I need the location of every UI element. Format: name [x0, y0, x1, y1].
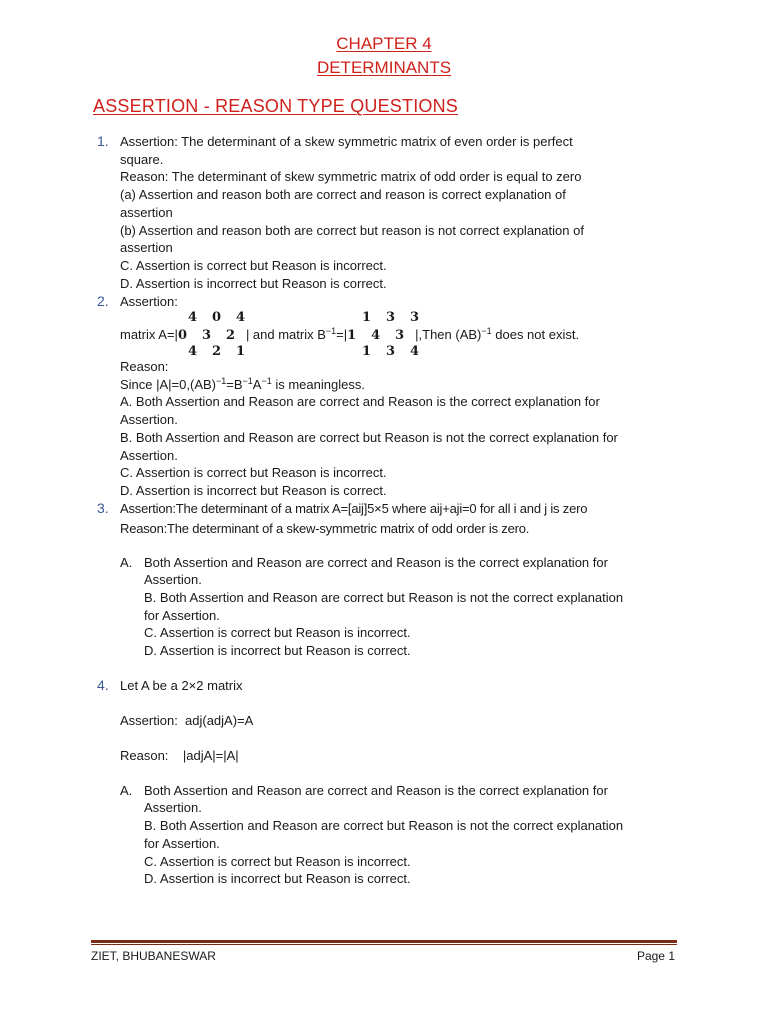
- q2-matrix-statement: matrix A=|0 3 2 | and matrix $B^{-1}=|1$ 4 3 |,Then (AB)$^{-1}$ does not exist.: [120, 326, 580, 343]
- q1-option-c: C. Assertion is correct but Reason is incorrect.: [120, 258, 387, 273]
- q2-assertion-label: Assertion:: [120, 294, 178, 309]
- chapter-title: DETERMINANTS: [316, 58, 452, 77]
- q3-assertion: Assertion:The determinant of a matrix A=[aij]5×5 where aij+aji=0 for all i and j is zero: [120, 501, 588, 516]
- q2-option-a-line2: Assertion.: [120, 412, 178, 427]
- q2-reason-text: Since $|A|=0,(AB)^{-1}=B^{-1}A^{-1}$ is meaningless.: [120, 376, 365, 392]
- matrix-b-row2: 1 4 3: [347, 328, 405, 343]
- q2-reason-label: Reason:: [120, 359, 169, 374]
- q4-option-a-line2: Assertion.: [144, 800, 202, 815]
- chapter-number: CHAPTER 4: [336, 34, 432, 53]
- question-2-number: 2.: [97, 293, 109, 309]
- q2-option-a-line1: A. Both Assertion and Reason are correct and Reason is the correct explanation for: [120, 394, 600, 409]
- q3-reason: Reason:The determinant of a skew-symmetric matrix of odd order is zero.: [120, 521, 530, 536]
- q1-assertion-line2: square.: [120, 152, 164, 167]
- q4-option-a-line1: Both Assertion and Reason are correct and Reason is the correct explanation for: [144, 783, 608, 798]
- q3-option-b-line2: for Assertion.: [144, 608, 220, 623]
- q4-option-b-line1: B. Both Assertion and Reason are correct but Reason is not the correct explanation: [144, 818, 624, 833]
- q1-option-b-line2: assertion: [120, 240, 173, 255]
- q3-option-a-line1: Both Assertion and Reason are correct and Reason is the correct explanation for: [144, 555, 608, 570]
- q1-option-a-line2: assertion: [120, 205, 173, 220]
- q4-intro: Let A be a 2×2 matrix: [120, 678, 243, 693]
- q3-option-b-line1: B. Both Assertion and Reason are correct but Reason is not the correct explanation: [144, 590, 624, 605]
- footer-rule-thin: [91, 944, 677, 945]
- footer-page-number: Page 1: [636, 949, 675, 963]
- question-4-number: 4.: [97, 677, 109, 693]
- question-1-number: 1.: [97, 133, 109, 149]
- matrix-a-row1: 4 0 4: [188, 310, 246, 325]
- q3-option-a-line2: Assertion.: [144, 572, 202, 587]
- q4-option-a-label: A.: [120, 783, 133, 798]
- q3-option-a-label: A.: [120, 555, 133, 570]
- q2-option-c: C. Assertion is correct but Reason is incorrect.: [120, 465, 387, 480]
- q2-option-d: D. Assertion is incorrect but Reason is correct.: [120, 483, 387, 498]
- q1-option-d: D. Assertion is incorrect but Reason is correct.: [120, 276, 387, 291]
- q4-reason: Reason: |adjA|=|A|: [120, 748, 239, 763]
- matrix-a-row2: 0 3 2: [177, 328, 235, 343]
- question-3-number: 3.: [97, 500, 109, 516]
- q4-option-b-line2: for Assertion.: [144, 836, 220, 851]
- q2-option-b-line1: B. Both Assertion and Reason are correct but Reason is not the correct explanation for: [120, 430, 618, 445]
- q1-reason: Reason: The determinant of skew symmetric matrix of odd order is equal to zero: [120, 169, 582, 184]
- q4-assertion: Assertion: adj(adjA)=A: [120, 713, 254, 728]
- q3-option-c: C. Assertion is correct but Reason is incorrect.: [144, 625, 411, 640]
- matrix-a-row3: 4 2 1: [188, 344, 246, 359]
- matrix-b-row1: 1 3 3: [362, 310, 420, 325]
- q4-option-d: D. Assertion is incorrect but Reason is correct.: [144, 871, 411, 886]
- q2-option-b-line2: Assertion.: [120, 448, 178, 463]
- q1-option-a-line1: (a) Assertion and reason both are correct and reason is correct explanation of: [120, 187, 566, 202]
- footer-institution: ZIET, BHUBANESWAR: [91, 949, 216, 963]
- section-heading: ASSERTION - REASON TYPE QUESTIONS: [93, 96, 459, 116]
- matrix-b-row3: 1 3 4: [362, 344, 420, 359]
- q1-option-b-line1: (b) Assertion and reason both are correct but reason is not correct explanation of: [120, 223, 584, 238]
- q1-assertion-line1: Assertion: The determinant of a skew symmetric matrix of even order is perfect: [120, 134, 573, 149]
- q3-option-d: D. Assertion is incorrect but Reason is correct.: [144, 643, 411, 658]
- q4-option-c: C. Assertion is correct but Reason is incorrect.: [144, 854, 411, 869]
- footer-rule-thick: [91, 940, 677, 943]
